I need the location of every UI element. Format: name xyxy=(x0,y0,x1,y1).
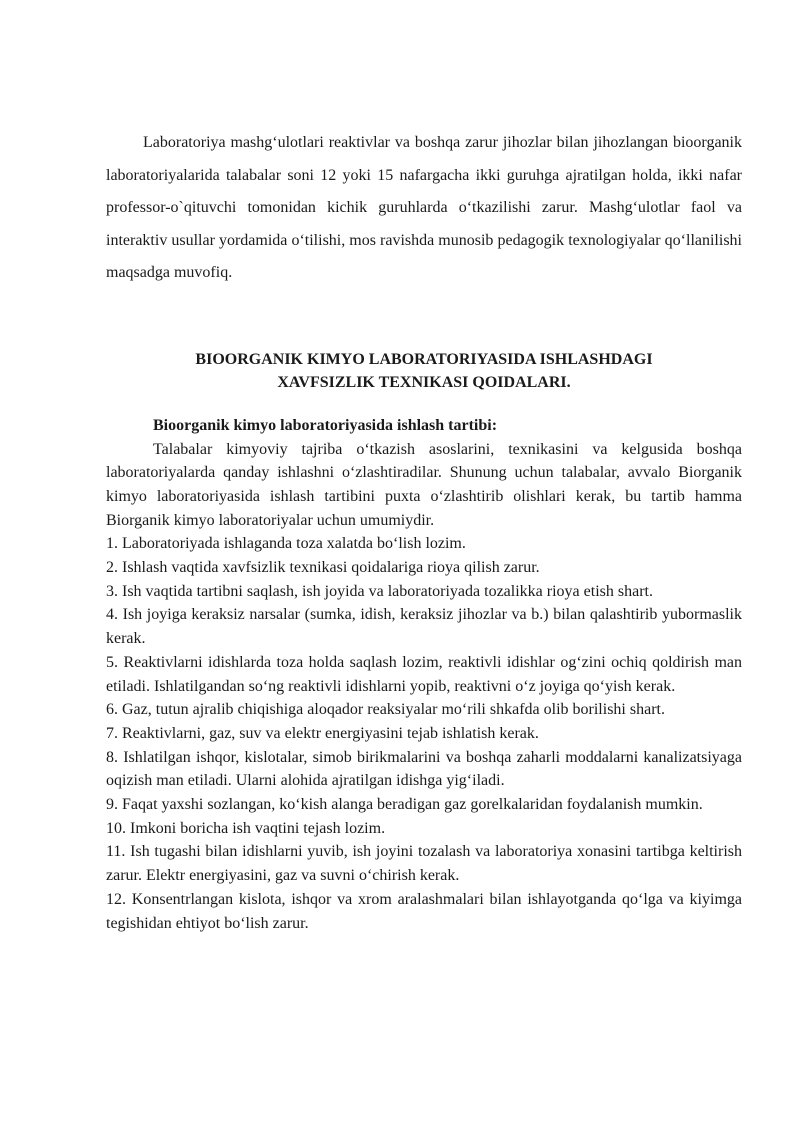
rule-item: 10. Imkoni boricha ish vaqtini tejash lozim. xyxy=(106,819,386,837)
rule-item: 4. Ish joyiga keraksiz narsalar (sumka, idish, keraksiz jihozlar va b.) bilan qalashtirib yubormaslik kerak. xyxy=(106,606,742,648)
rule-item: 2. Ishlash vaqtida xavfsizlik texnikasi qoidalariga rioya qilish zarur. xyxy=(106,559,540,577)
section-title-line-1: BIOORGANIK KIMYO LABORATORIYASIDA ISHLASHDAGI xyxy=(195,350,653,368)
rule-item: 8. Ishlatilgan ishqor, kislotalar, simob birikmalarini va boshqa zaharli moddalarni kanalizatsiyaga oqizish man etiladi. Ularni alohida ajratilgan idishga yig‘iladi. xyxy=(106,748,742,790)
rule-item: 3. Ish vaqtida tartibni saqlash, ish joyida va laboratoriyada tozalikka rioya etish shart. xyxy=(106,582,653,600)
section-title xyxy=(106,348,742,394)
rule-item: 1. Laboratoriyada ishlaganda toza xalatda bo‘lish lozim. xyxy=(106,535,466,553)
document-page xyxy=(106,127,742,935)
rule-item: 5. Reaktivlarni idishlarda toza holda saqlash lozim, reaktivli idishlar og‘zini ochiq qoldirish man etiladi. Ishlatilgandan so‘ng reaktivli idishlarni yopib, reaktivni o‘z joyiga qo‘yish kerak. xyxy=(106,653,742,695)
rule-item: 9. Faqat yaxshi sozlangan, ko‘kish alanga beradigan gaz gorelkalaridan foydalanish mumkin. xyxy=(106,796,703,814)
rule-item: 12. Konsentrlangan kislota, ishqor va xrom aralashmalari bilan ishlayotganda qo‘lga va kiyimga tegishidan ehtiyot bo‘lish zarur. xyxy=(106,890,742,932)
rule-item: 7. Reaktivlarni, gaz, suv va elektr energiyasini tejab ishlatish kerak. xyxy=(106,724,539,742)
section-paragraph: Talabalar kimyoviy tajriba o‘tkazish asoslarini, texnikasini va kelgusida boshqa laboratoriyalarda qanday ishlashni o‘zlashtiradilar. Shunung uchun talabalar, avvalo Biorganik kimyo laboratoriyasida ishlash tartibini puxta o‘zlashtirib olishlari kerak, bu tartib hamma Biorganik kimyo laboratoriyalar uchun umumiydir. xyxy=(106,440,742,529)
intro-paragraph: Laboratoriya mashg‘ulotlari reaktivlar va boshqa zarur jihozlar bilan jihozlangan bioorganik laboratoriyalarida talabalar soni 12 yoki 15 nafargacha ikki guruhga ajratilgan holda, ikki nafar professor-o`qituvchi tomonidan kichik guruhlarda o‘tkazilishi zarur. Mashg‘ulotlar faol va interaktiv usullar yordamida o‘tilishi, mos ravishda munosib pedagogik texnologiyalar qo‘llanilishi maqsadga muvofiq. xyxy=(106,134,742,281)
section-title-line-2: XAVFSIZLIK TEXNIKASI QOIDALARI. xyxy=(277,373,571,391)
rule-item: 11. Ish tugashi bilan idishlarni yuvib, ish joyini tozalash va laboratoriya xonasini tartibga keltirish zarur. Elektr energiyasini, gaz va suvni o‘chirish kerak. xyxy=(106,843,742,885)
section-subtitle: Bioorganik kimyo laboratoriyasida ishlash tartibi: xyxy=(153,416,498,434)
rule-item: 6. Gaz, tutun ajralib chiqishiga aloqador reaksiyalar mo‘rili shkafda olib borilishi shart. xyxy=(106,701,665,719)
rules-list xyxy=(106,532,742,935)
